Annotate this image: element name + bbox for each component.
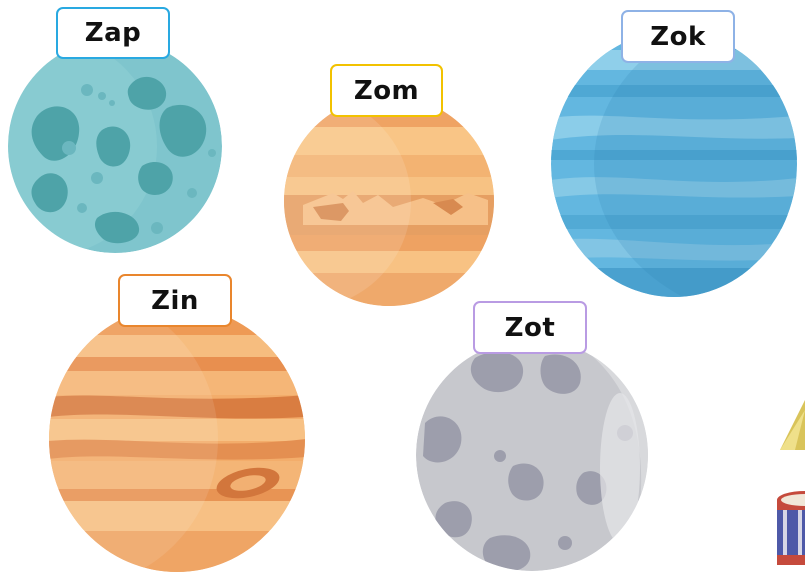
planet-zot xyxy=(415,338,649,572)
label-zot: Zot xyxy=(473,301,587,354)
planet-zom-graphic xyxy=(283,95,495,307)
toy-drum-partial xyxy=(775,400,805,576)
planet-zok xyxy=(550,30,798,298)
planet-zom xyxy=(283,95,495,307)
planet-zot-graphic xyxy=(415,338,649,572)
label-zap: Zap xyxy=(56,7,170,59)
planet-zin xyxy=(48,305,306,573)
planet-zap-graphic xyxy=(7,38,223,254)
label-zin: Zin xyxy=(118,274,232,327)
planet-zap xyxy=(7,38,223,254)
toy-drum-graphic xyxy=(775,400,805,576)
planet-zok-graphic xyxy=(550,30,798,298)
label-zok: Zok xyxy=(621,10,735,63)
planet-zin-graphic xyxy=(48,305,306,573)
label-zom: Zom xyxy=(330,64,443,117)
